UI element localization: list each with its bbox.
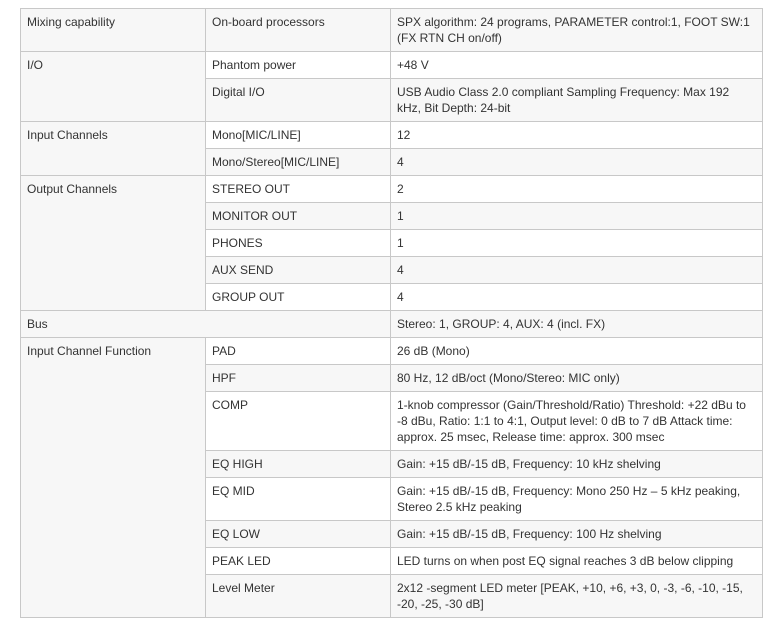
table-row [21, 311, 763, 338]
value-cell: 1 [391, 230, 763, 257]
item-cell: On-board processors [206, 9, 391, 52]
item-cell: PEAK LED [206, 548, 391, 575]
spec-table [20, 8, 763, 618]
value-cell: 4 [391, 257, 763, 284]
item-cell: Phantom power [206, 52, 391, 79]
item-cell: EQ HIGH [206, 451, 391, 478]
table-row [21, 176, 763, 203]
item-cell: AUX SEND [206, 257, 391, 284]
item-cell: PAD [206, 338, 391, 365]
item-cell: MONITOR OUT [206, 203, 391, 230]
value-cell: SPX algorithm: 24 programs, PARAMETER control:1, FOOT SW:1 (FX RTN CH on/off) [391, 9, 763, 52]
category-cell: I/O [21, 52, 206, 122]
value-cell: 4 [391, 284, 763, 311]
item-cell: EQ MID [206, 478, 391, 521]
value-cell: 4 [391, 149, 763, 176]
value-cell: 1 [391, 203, 763, 230]
value-cell: Gain: +15 dB/-15 dB, Frequency: 10 kHz shelving [391, 451, 763, 478]
value-cell: +48 V [391, 52, 763, 79]
category-cell: Mixing capability [21, 9, 206, 52]
value-cell: Gain: +15 dB/-15 dB, Frequency: 100 Hz shelving [391, 521, 763, 548]
category-cell: Output Channels [21, 176, 206, 311]
item-cell: Digital I/O [206, 79, 391, 122]
value-cell: 2 [391, 176, 763, 203]
value-cell: Gain: +15 dB/-15 dB, Frequency: Mono 250 Hz – 5 kHz peaking, Stereo 2.5 kHz peaking [391, 478, 763, 521]
value-cell: 80 Hz, 12 dB/oct (Mono/Stereo: MIC only) [391, 365, 763, 392]
item-cell: HPF [206, 365, 391, 392]
item-cell: GROUP OUT [206, 284, 391, 311]
item-cell: Mono/Stereo[MIC/LINE] [206, 149, 391, 176]
item-cell: COMP [206, 392, 391, 451]
item-cell: Level Meter [206, 575, 391, 618]
value-cell: 26 dB (Mono) [391, 338, 763, 365]
value-cell: 12 [391, 122, 763, 149]
value-cell: 1-knob compressor (Gain/Threshold/Ratio) Threshold: +22 dBu to -8 dBu, Ratio: 1:1 to 4:1, Output level: 0 dB to 7 dB Attack time: approx. 25 msec, Release time: approx. 300 msec [391, 392, 763, 451]
value-cell: LED turns on when post EQ signal reaches 3 dB below clipping [391, 548, 763, 575]
item-cell: EQ LOW [206, 521, 391, 548]
category-cell: Input Channels [21, 122, 206, 176]
value-cell: Stereo: 1, GROUP: 4, AUX: 4 (incl. FX) [391, 311, 763, 338]
value-cell: USB Audio Class 2.0 compliant Sampling Frequency: Max 192 kHz, Bit Depth: 24-bit [391, 79, 763, 122]
value-cell: 2x12 -segment LED meter [PEAK, +10, +6, +3, 0, -3, -6, -10, -15, -20, -25, -30 dB] [391, 575, 763, 618]
item-cell: STEREO OUT [206, 176, 391, 203]
item-cell: Mono[MIC/LINE] [206, 122, 391, 149]
table-row [21, 52, 763, 79]
item-cell: PHONES [206, 230, 391, 257]
table-row [21, 338, 763, 365]
table-row [21, 9, 763, 52]
table-row [21, 122, 763, 149]
category-cell: Input Channel Function [21, 338, 206, 618]
category-cell: Bus [21, 311, 391, 338]
